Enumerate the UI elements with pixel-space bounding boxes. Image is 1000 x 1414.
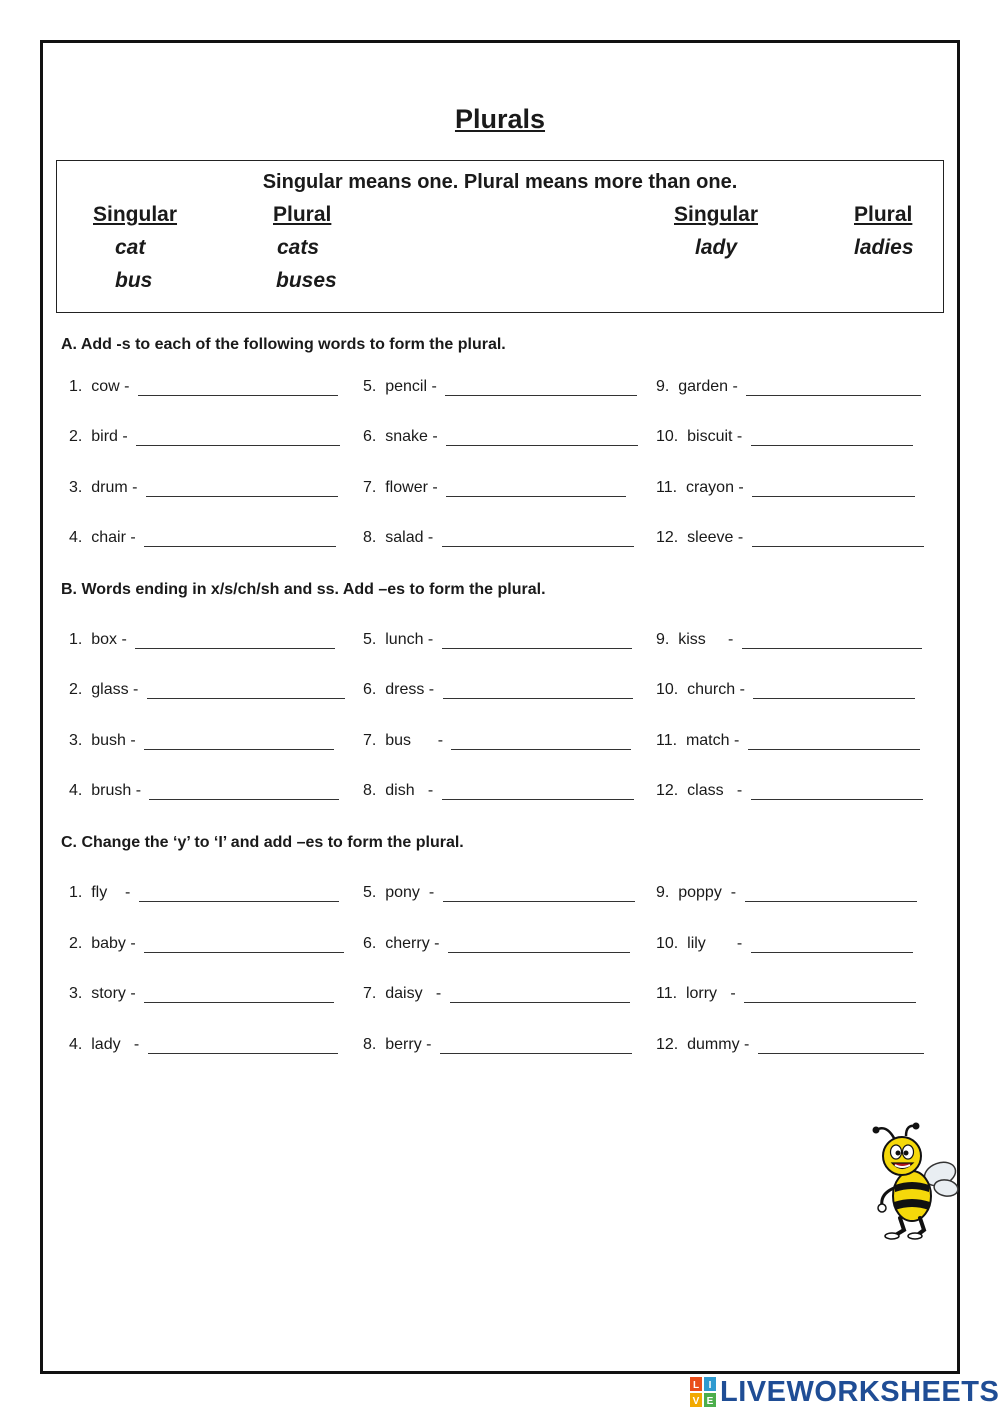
exercise-row [0,631,1000,655]
exercise-item[interactable] [69,479,338,497]
svg-text:E: E [706,1396,714,1407]
answer-blank[interactable] [753,684,915,699]
item-prompt: 3. drum - [69,479,142,496]
exercise-item[interactable] [656,529,924,547]
exercise-item[interactable] [656,985,916,1003]
item-prompt: 7. bus - [363,732,448,749]
item-prompt: 2. bird - [69,428,133,445]
example-header-singular-right: Singular [674,203,759,226]
exercise-item[interactable] [656,428,913,446]
item-prompt: 3. story - [69,985,141,1002]
section-c-title: C. Change the ‘y’ to ‘I’ and add –es to form the plural. [61,834,464,851]
answer-blank[interactable] [139,887,339,902]
exercise-item[interactable] [69,884,339,902]
item-prompt: 1. fly - [69,884,135,901]
item-prompt: 9. kiss - [656,631,738,648]
section-b-title: B. Words ending in x/s/ch/sh and ss. Add –es to form the plural. [61,581,546,598]
item-prompt: 6. cherry - [363,935,444,952]
item-prompt: 7. daisy - [363,985,446,1002]
answer-blank[interactable] [442,634,632,649]
exercise-row [0,378,1000,402]
item-prompt: 8. dish - [363,782,438,799]
svg-text:V: V [692,1396,700,1407]
svg-text:I: I [708,1380,712,1391]
answer-blank[interactable] [443,684,633,699]
exercise-item[interactable] [69,782,339,800]
exercise-item[interactable] [363,681,633,699]
answer-blank[interactable] [451,735,631,750]
item-prompt: 11. match - [656,732,744,749]
answer-blank[interactable] [440,1039,632,1054]
item-prompt: 1. box - [69,631,132,648]
exercise-row [0,732,1000,756]
item-prompt: 5. pony - [363,884,439,901]
answer-blank[interactable] [751,938,913,953]
answer-blank[interactable] [135,634,335,649]
answer-blank[interactable] [138,381,338,396]
item-prompt: 11. crayon - [656,479,749,496]
example-header-plural-right: Plural [854,203,913,226]
intro-box [56,160,944,313]
item-prompt: 12. class - [656,782,747,799]
exercise-item[interactable] [69,935,344,953]
item-prompt: 6. dress - [363,681,439,698]
example-plural: cats [277,236,320,259]
example-header-plural-left: Plural [273,203,332,226]
exercise-item[interactable] [69,631,335,649]
exercise-item[interactable] [656,631,922,649]
exercise-item[interactable] [69,428,340,446]
answer-blank[interactable] [746,381,921,396]
answer-blank[interactable] [146,482,338,497]
intro-headline: Singular means one. Plural means more than one. [262,171,738,193]
exercise-item[interactable] [363,529,634,547]
item-prompt: 6. snake - [363,428,443,445]
exercise-item[interactable] [363,479,626,497]
item-prompt: 10. lily - [656,935,747,952]
answer-blank[interactable] [147,684,345,699]
exercise-item[interactable] [656,884,917,902]
answer-blank[interactable] [136,431,340,446]
answer-blank[interactable] [745,887,917,902]
item-prompt: 10. biscuit - [656,428,747,445]
item-prompt: 7. flower - [363,479,443,496]
item-prompt: 1. cow - [69,378,134,395]
item-prompt: 4. lady - [69,1036,144,1053]
answer-blank[interactable] [751,431,913,446]
answer-blank[interactable] [751,785,923,800]
answer-blank[interactable] [758,1039,924,1054]
answer-blank[interactable] [742,634,922,649]
item-prompt: 11. lorry - [656,985,741,1002]
answer-blank[interactable] [144,735,334,750]
exercise-row [0,985,1000,1009]
exercise-row [0,884,1000,908]
example-plural: buses [276,269,337,292]
answer-blank[interactable] [445,381,637,396]
answer-blank[interactable] [744,988,916,1003]
item-prompt: 4. brush - [69,782,146,799]
exercise-item[interactable] [363,631,632,649]
item-prompt: 8. salad - [363,529,438,546]
exercise-item[interactable] [69,985,334,1003]
answer-blank[interactable] [149,785,339,800]
answer-blank[interactable] [446,482,626,497]
example-header-singular-left: Singular [93,203,178,226]
item-prompt: 5. lunch - [363,631,438,648]
example-singular: bus [115,269,153,292]
brand-name: LIVEWORKSHEETS [720,1375,1000,1408]
exercise-item[interactable] [363,935,630,953]
section-a-title: A. Add -s to each of the following words to form the plural. [61,336,506,353]
item-prompt: 9. garden - [656,378,743,395]
exercise-item[interactable] [656,1036,924,1054]
exercise-item[interactable] [656,378,921,396]
item-prompt: 3. bush - [69,732,141,749]
item-prompt: 2. baby - [69,935,141,952]
item-prompt: 12. dummy - [656,1036,754,1053]
exercise-row [0,681,1000,705]
exercise-item[interactable] [363,378,637,396]
item-prompt: 10. church - [656,681,750,698]
answer-blank[interactable] [148,1039,338,1054]
exercise-row [0,479,1000,503]
exercise-item[interactable] [363,1036,632,1054]
page-title: Plurals [454,104,546,134]
answer-blank[interactable] [448,938,630,953]
exercise-item[interactable] [363,884,635,902]
item-prompt: 9. poppy - [656,884,741,901]
answer-blank[interactable] [752,532,924,547]
example-plural: ladies [854,236,914,259]
answer-blank[interactable] [144,988,334,1003]
exercise-item[interactable] [656,479,915,497]
answer-blank[interactable] [446,431,638,446]
answer-blank[interactable] [442,785,634,800]
exercise-row [0,529,1000,553]
answer-blank[interactable] [450,988,630,1003]
exercise-item[interactable] [656,935,913,953]
example-singular: lady [695,236,738,259]
exercise-item[interactable] [69,529,336,547]
exercise-row [0,1036,1000,1060]
answer-blank[interactable] [443,887,635,902]
bee-mascot-icon [868,1122,960,1240]
item-prompt: 4. chair - [69,529,141,546]
exercise-item[interactable] [69,378,338,396]
brand-footer[interactable] [690,1372,999,1412]
answer-blank[interactable] [144,938,344,953]
exercise-row [0,782,1000,806]
exercise-item[interactable] [69,732,334,750]
answer-blank[interactable] [752,482,915,497]
svg-text:L: L [692,1380,700,1391]
item-prompt: 5. pencil - [363,378,442,395]
liveworksheets-logo-icon [690,1377,716,1407]
exercise-item[interactable] [656,732,920,750]
answer-blank[interactable] [748,735,920,750]
exercise-item[interactable] [656,782,923,800]
exercise-item[interactable] [363,428,638,446]
item-prompt: 2. glass - [69,681,143,698]
exercise-item[interactable] [363,985,630,1003]
item-prompt: 8. berry - [363,1036,436,1053]
answer-blank[interactable] [442,532,634,547]
exercise-row [0,935,1000,959]
example-singular: cat [115,236,146,259]
answer-blank[interactable] [144,532,336,547]
exercise-item[interactable] [69,1036,338,1054]
item-prompt: 12. sleeve - [656,529,748,546]
exercise-item[interactable] [69,681,345,699]
exercise-item[interactable] [363,732,631,750]
exercise-item[interactable] [656,681,915,699]
exercise-row [0,428,1000,452]
exercise-item[interactable] [363,782,634,800]
